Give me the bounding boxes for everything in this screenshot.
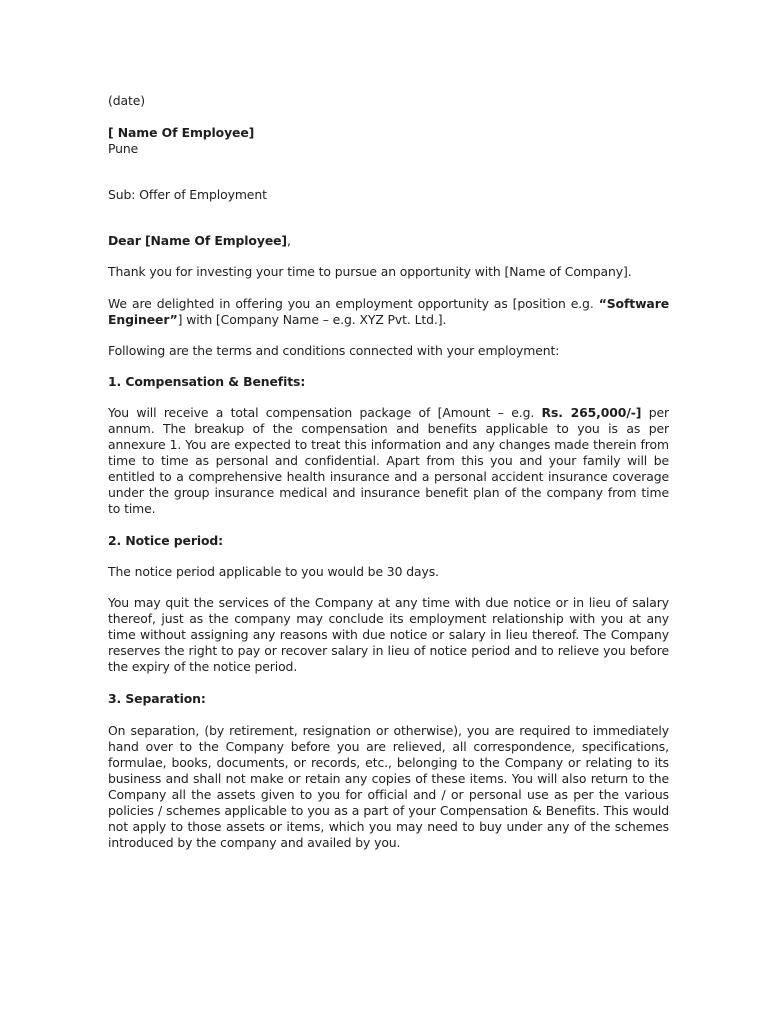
employee-city: Pune [108, 141, 139, 156]
offer-paragraph [108, 296, 669, 328]
employee-name: [ Name Of Employee] [108, 125, 255, 140]
terms-intro: Following are the terms and conditions connected with your employment: [108, 343, 560, 358]
letter-date: (date) [108, 93, 146, 108]
salutation-comma: , [287, 233, 291, 248]
compensation-text-1: You will receive a total compensation package of [Amount – e.g. [108, 405, 542, 420]
offer-text-2: ] with [Company Name – e.g. XYZ Pvt. Ltd.]. [177, 312, 447, 327]
separation-heading: 3. Separation: [108, 691, 206, 706]
salutation-name: Dear [Name Of Employee] [108, 233, 287, 248]
thanks-paragraph: Thank you for investing your time to pursue an opportunity with [Name of Company]. [108, 264, 632, 279]
notice-heading: 2. Notice period: [108, 533, 224, 548]
compensation-heading: 1. Compensation & Benefits: [108, 374, 306, 389]
compensation-amount: Rs. 265,000/-] [541, 405, 642, 420]
separation-paragraph: On separation, (by retirement, resignation or otherwise), you are required to immediately hand over to the Company before you are relieved, all correspondence, specifications, formulae, books, documents, or records, etc., belonging to the Company or relating to its business and shall not make or retain any copies of these items. You will also return to the Company all the assets given to you for official and / or personal use as per the various policies / schemes applicable to you as a part of your Compensation & Benefits. This would not apply to those assets or items, which you may need to buy under any of the schemes introduced by the company and availed by you. [108, 723, 669, 850]
notice-period-paragraph: The notice period applicable to you would be 30 days. [108, 564, 439, 579]
compensation-paragraph [108, 405, 669, 517]
offer-position: “Software Engineer” [108, 296, 670, 327]
offer-letter [108, 93, 669, 851]
compensation-text-2: per annum. The breakup of the compensation and benefits applicable to you is as per annexure 1. You are expected to treat this information and any changes made therein from time to time as personal and confidential. Apart from this you and your family will be entitled to a comprehensive health insurance and a personal accident insurance coverage under the group insurance medical and insurance benefit plan of the company from time to time. [108, 405, 670, 516]
salutation [108, 233, 669, 249]
letter-subject: Sub: Offer of Employment [108, 187, 267, 202]
offer-text-1: We are delighted in offering you an employment opportunity as [position e.g. [108, 296, 594, 311]
notice-quit-paragraph: You may quit the services of the Company at any time with due notice or in lieu of salary thereof, just as the company may conclude its employment relationship with you at any time without assigning any reasons with due notice or salary in lieu thereof. The Company reserves the right to pay or recover salary in lieu of notice period and to relieve you before the expiry of the notice period. [108, 595, 669, 674]
